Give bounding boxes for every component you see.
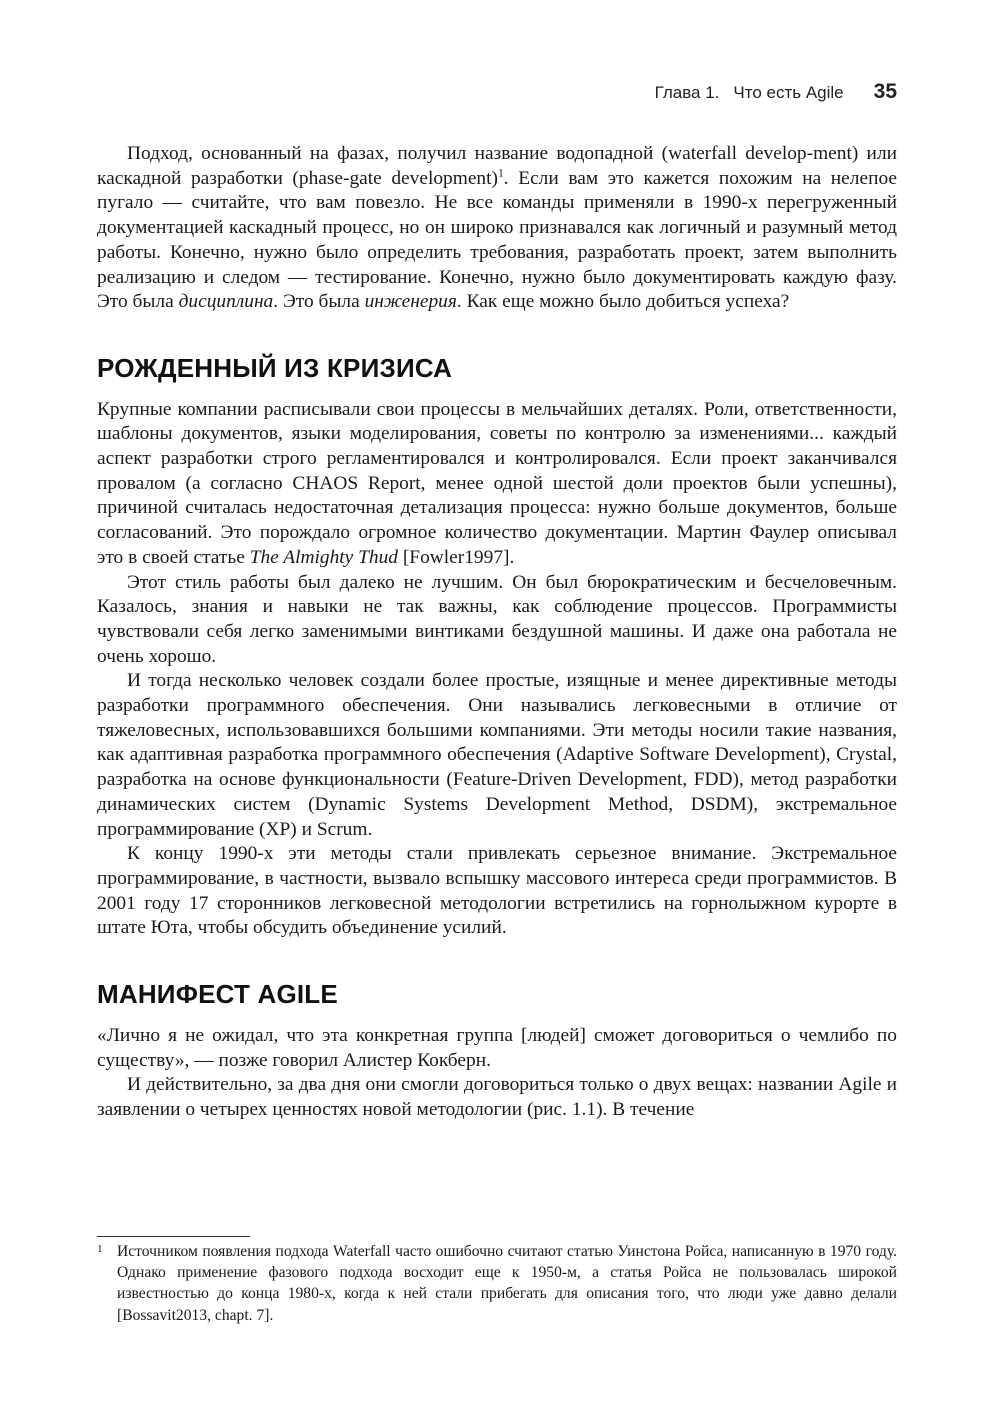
footnote-text: Источником появления подхода Waterfall часто ошибочно считают статью Уинстона Ройса, написанную в 1970 году. Однако применение фазового подхода восходит еще к 1950-м, а статья Ройса не пользовалась широкой известностью до конца 1980-х, когда к ней стали прибегать для описания того, что люди уже давно делали [Bossavit2013, chapt. 7]. [117,1243,897,1324]
paragraph-text: . Это была [273,291,365,313]
paragraph-text: . Как еще можно было добиться успеха? [456,291,790,313]
paragraph-crisis-2: Этот стиль работы был далеко не лучшим. Он был бюрократическим и бесчеловечным. Казалось, знания и навыки не так важны, как соблюдение процессов. Программисты чувствовали себя легко заменимыми винтиками бездушной машины. И даже она работала не очень хорошо. [97,571,897,667]
page-number: 35 [873,80,897,103]
paragraph-crisis-3: И тогда несколько человек создали более простые, изящные и менее директивные методы разработки программного обеспечения. Они назывались легковесными в отличие от тяжеловесных, использовавшихся большими компаниями. Эти методы носили такие названия, как адаптивная разработка программного обеспечения (Adaptive Software Development), Crystal, разработка на основе функциональности (Feature-Driven Development, FDD), метод разработки динамических систем (Dynamic Systems Development Method, DSDM), экстремальное программирование (XP) и Scrum. [97,670,897,840]
running-header [655,80,897,104]
paragraph-manifest-1: «Лично я не ожидал, что эта конкретная группа [людей] сможет договориться о чемлибо по существу», — позже говорил Алистер Кокберн. [97,1024,897,1071]
footnote-item [97,1241,897,1326]
section-heading-crisis: РОЖДЕННЫЙ ИЗ КРИЗИСА [97,352,453,383]
paragraph-crisis-4: К концу 1990-х эти методы стали привлекать серьезное внимание. Экстремальное программирование, в частности, вызвало вспышку массового интереса среди программистов. В 2001 году 17 сторонников легковесной методологии встретились на горнолыжном курорте в штате Юта, чтобы обсудить объединение усилий. [97,843,897,939]
main-text [97,142,897,1123]
paragraph-intro [97,142,897,315]
footnote-number: 1 [97,1243,103,1255]
paragraph-text: . Если вам это кажется похожим на нелепое пугало — считайте, что вам повезло. Не все команды применяли в 1990-х перегруженный документацией каскадный процесс, но он широко признавался как логичный и разумный метод работы. Конечно, нужно было определить требования, разработать проект, затем выполнить реализацию и следом — тестирование. Конечно, нужно было документировать каждую фазу. Это была [97,167,897,313]
emphasis: инженерия [364,291,457,313]
emphasis: дисциплина [178,291,274,313]
paragraph-text: Подход, основанный на фазах, получил название водопадной (waterfall develop-ment) или каскадной разработки (phase-gate development) [97,143,897,189]
footnote-reference: 1 [497,166,504,180]
emphasis-title: The Almighty Thud [249,546,398,568]
paragraph-crisis-1 [97,398,897,571]
footnotes [97,1241,897,1326]
paragraph-text: Крупные компании расписывали свои процессы в мельчайших деталях. Роли, ответственности, шаблоны документов, языки моделирования, советы по контролю за изменениями... каждый аспект разработки строго регламентировался и контролировался. Если проект заканчивался провалом (а согласно CHAOS Report, менее одной шестой доли проектов были успешны), причиной считалась недостаточная детализация процесса: нужно больше документов, больше согласований. Это порождало огромное количество документации. Мартин Фаулер описывал это в своей статье [97,398,897,568]
section-heading-manifest: МАНИФЕСТ AGILE [97,979,338,1010]
chapter-title: Что есть Agile [733,83,844,102]
chapter-label: Глава 1. [654,83,720,102]
paragraph-manifest-2: И действительно, за два дня они смогли договориться только о двух вещах: названии Agile и заявлении о четырех ценностях новой методологии (рис. 1.1). В течение [97,1074,897,1120]
paragraph-text: [Fowler1997]. [398,546,515,568]
footnote-divider [97,1236,250,1237]
